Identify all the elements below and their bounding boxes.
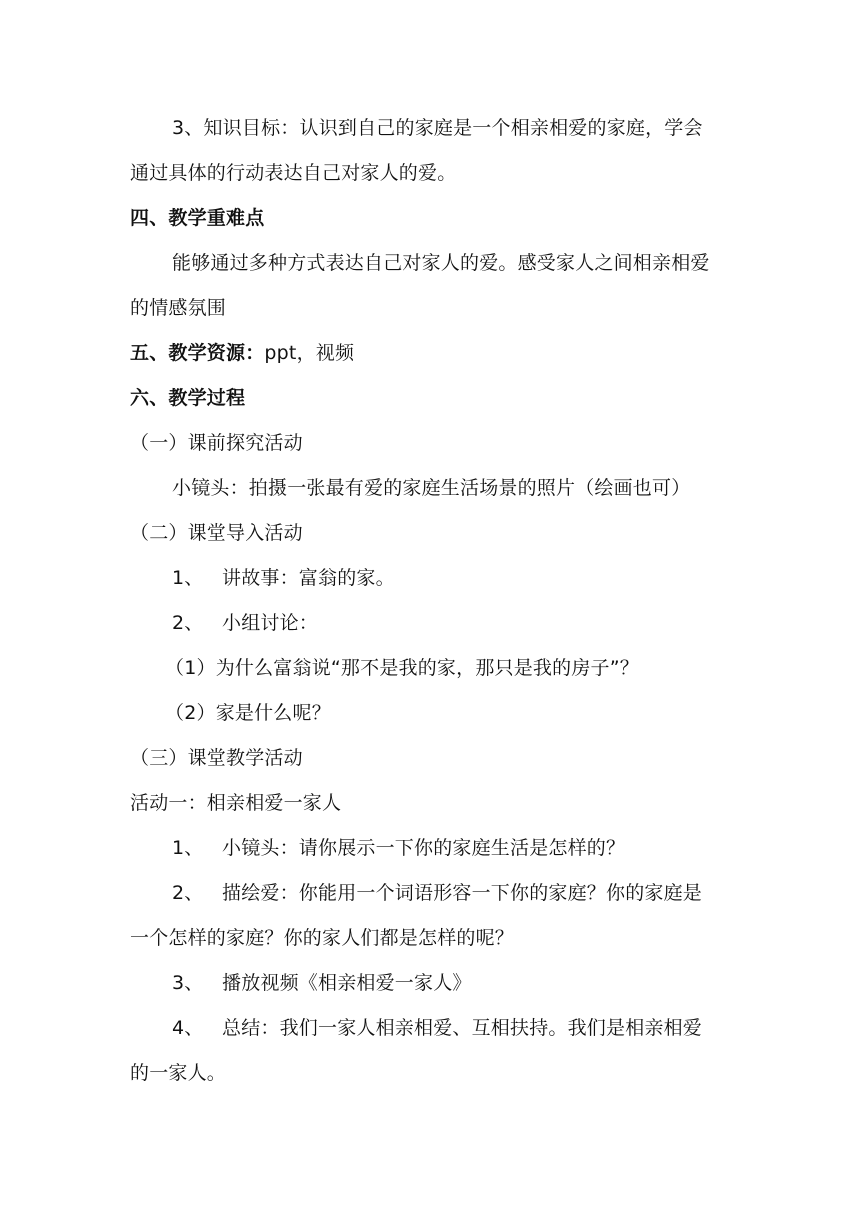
- question-1: （1）为什么富翁说“那不是我的家，那只是我的房子”？: [165, 657, 639, 679]
- list-item-cont: 的一家人。: [130, 1062, 227, 1084]
- paragraph-pre-class: 小镜头：拍摄一张最有爱的家庭生活场景的照片（绘画也可）: [172, 477, 691, 499]
- resources-value: ppt，视频: [264, 342, 355, 364]
- activity-one-title: 活动一：相亲相爱一家人: [130, 792, 342, 814]
- list-item-cont: 一个怎样的家庭？你的家人们都是怎样的呢？: [130, 927, 515, 949]
- list-item: [172, 881, 702, 905]
- list-item: [172, 566, 395, 590]
- question-2: （2）家是什么呢？: [165, 702, 331, 724]
- list-text: 小组讨论：: [222, 612, 319, 634]
- list-text: 小镜头：请你展示一下你的家庭生活是怎样的？: [222, 837, 626, 859]
- list-number: 4、: [172, 1017, 204, 1039]
- list-number: 1、: [172, 837, 204, 859]
- paragraph-key-points: 能够通过多种方式表达自己对家人的爱。感受家人之间相亲相爱: [172, 252, 710, 274]
- list-number: 3、: [172, 972, 204, 994]
- heading-resources-row: [130, 341, 354, 365]
- list-item: [172, 971, 472, 995]
- section-pre-class: （一）课前探究活动: [130, 432, 303, 454]
- heading-key-points: 四、教学重难点: [130, 207, 265, 229]
- heading-resources: 五、教学资源：: [130, 342, 265, 364]
- list-item: [172, 836, 625, 860]
- list-number: 2、: [172, 612, 204, 634]
- section-intro: （二）课堂导入活动: [130, 522, 303, 544]
- list-text: 讲故事：富翁的家。: [222, 567, 395, 589]
- list-item: [172, 611, 318, 635]
- list-text: 描绘爱：你能用一个词语形容一下你的家庭？你的家庭是: [222, 882, 703, 904]
- paragraph-key-points-cont: 的情感氛围: [130, 297, 227, 319]
- section-class-activity: （三）课堂教学活动: [130, 747, 303, 769]
- paragraph-knowledge-goal-cont: 通过具体的行动表达自己对家人的爱。: [130, 162, 457, 184]
- list-text: 总结：我们一家人相亲相爱、互相扶持。我们是相亲相爱: [222, 1017, 703, 1039]
- paragraph-knowledge-goal: 3、知识目标：认识到自己的家庭是一个相亲相爱的家庭，学会: [172, 117, 703, 139]
- list-number: 2、: [172, 882, 204, 904]
- heading-process: 六、教学过程: [130, 387, 246, 409]
- list-item: [172, 1016, 702, 1040]
- list-text: 播放视频《相亲相爱一家人》: [222, 972, 472, 994]
- list-number: 1、: [172, 567, 204, 589]
